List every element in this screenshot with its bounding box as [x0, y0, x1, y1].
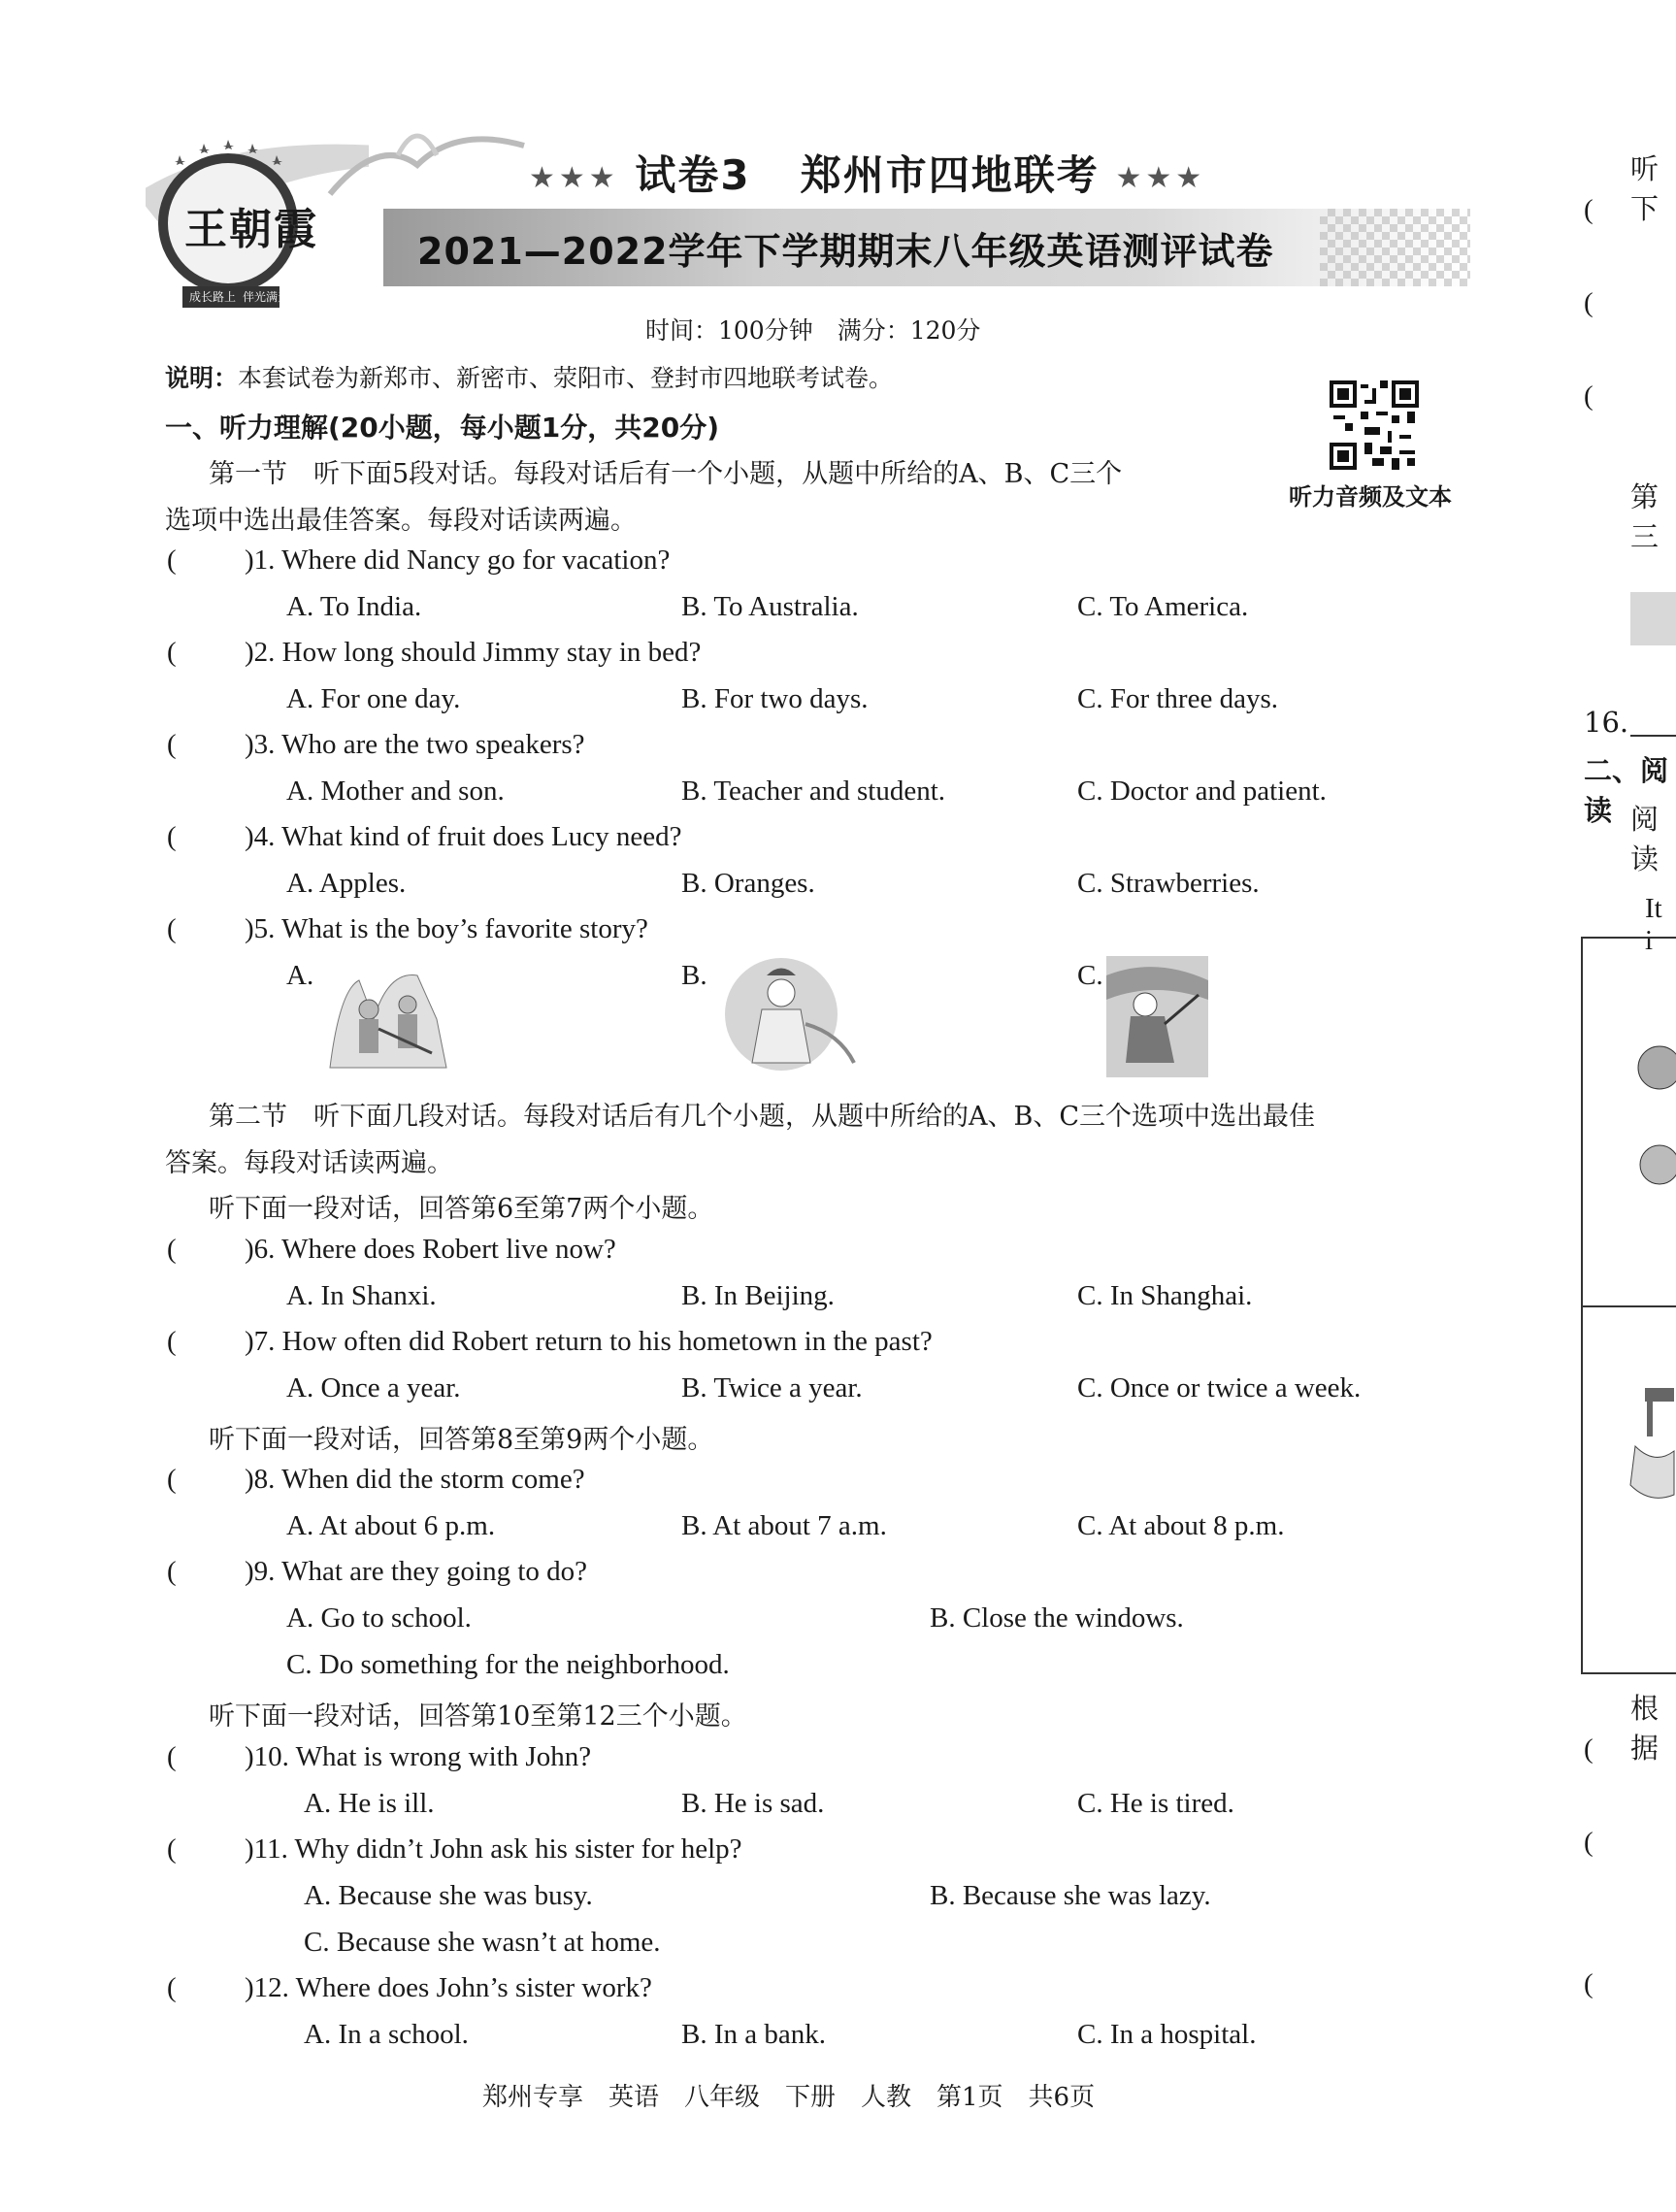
page-footer: 郑州专享 英语 八年级 下册 人教 第1页 共6页 — [482, 2083, 1096, 2112]
answer-blank[interactable]: ( — [167, 1556, 177, 1587]
option-b: B. Close the windows. — [930, 1602, 1184, 1634]
dialogue-intro-6-7: 听下面一段对话，回答第6至第7两个小题。 — [209, 1194, 714, 1224]
brand-tag-1: 成长路上 — [189, 290, 237, 304]
reading-picture-2 — [1616, 1378, 1676, 1528]
qr-caption: 听力音频及文本 — [1289, 483, 1452, 511]
right-strip-text-1: 听下 — [1630, 152, 1660, 225]
answer-blank[interactable]: ( — [1584, 380, 1594, 412]
story-picture-b[interactable] — [713, 956, 859, 1081]
section-heading: 一、听力理解(20小题，每小题1分，共20分) — [165, 412, 720, 444]
option-b: B. At about 7 a.m. — [681, 1510, 887, 1541]
option-c: C. He is tired. — [1077, 1788, 1234, 1819]
question-text: )9. What are they going to do? — [245, 1556, 587, 1587]
story-picture-a[interactable] — [320, 961, 456, 1081]
option-a: A. — [286, 960, 314, 991]
right-strip-text-6: It i — [1645, 893, 1662, 956]
question-text: )4. What kind of fruit does Lucy need? — [245, 821, 682, 852]
option-c: C. Strawberries. — [1077, 868, 1260, 899]
question-text: )2. How long should Jimmy stay in bed? — [245, 637, 702, 668]
option-c: C. In a hospital. — [1077, 2019, 1257, 2050]
option-b: B. He is sad. — [681, 1788, 825, 1819]
answer-blank[interactable]: ( — [167, 1972, 177, 2003]
part1-instruction-line1: 第一节 听下面5段对话。每段对话后有一个小题，从题中所给的A、B、C三个 — [209, 459, 1123, 489]
option-b: B. To Australia. — [681, 591, 859, 622]
option-b: B. For two days. — [681, 683, 869, 714]
option-b: B. Teacher and student. — [681, 776, 946, 807]
question-text: )5. What is the boy’s favorite story? — [245, 913, 648, 944]
answer-blank[interactable]: ( — [167, 1741, 177, 1772]
answer-blank[interactable]: ( — [167, 729, 177, 760]
answer-blank[interactable]: ( — [167, 1833, 177, 1865]
right-strip-text-5: 阅读 — [1630, 803, 1660, 875]
star-decoration-right: ★★★ — [1115, 161, 1206, 195]
frame-divider — [1581, 1305, 1676, 1307]
answer-blank[interactable]: ( — [167, 545, 177, 576]
exam-subtitle: 2021—2022学年下学期期末八年级英语测评试卷 — [417, 230, 1274, 273]
option-c: C. — [1077, 960, 1103, 991]
paper-title — [529, 144, 1205, 202]
question-text: )7. How often did Robert return to his hometown in the past? — [245, 1326, 933, 1357]
option-a: A. To India. — [286, 591, 422, 622]
exam-note — [165, 359, 893, 394]
option-b: B. In Beijing. — [681, 1280, 835, 1311]
answer-blank[interactable]: ( — [1584, 1968, 1594, 1999]
answer-blank[interactable]: ( — [167, 913, 177, 944]
ribbon-decoration — [320, 116, 534, 217]
answer-blank[interactable]: ( — [1584, 1733, 1594, 1765]
question-text: )6. Where does Robert live now? — [245, 1234, 616, 1265]
option-c: C. For three days. — [1077, 683, 1278, 714]
right-strip-text-4: 二、阅读 — [1584, 754, 1669, 827]
answer-blank[interactable]: ( — [167, 821, 177, 852]
reading-picture-1 — [1630, 1029, 1676, 1207]
option-c: C. To America. — [1077, 591, 1249, 622]
option-c: C. Do something for the neighborhood. — [286, 1649, 730, 1680]
right-strip-image — [1630, 592, 1676, 645]
answer-blank[interactable]: ( — [167, 1464, 177, 1495]
option-b: B. Because she was lazy. — [930, 1880, 1211, 1911]
option-b: B. Oranges. — [681, 868, 815, 899]
banner-pattern — [1320, 209, 1470, 286]
paper-label: 试卷3 — [635, 151, 751, 199]
question-text: )12. Where does John’s sister work? — [245, 1972, 652, 2003]
option-a: A. In Shanxi. — [286, 1280, 437, 1311]
option-c: C. Once or twice a week. — [1077, 1372, 1362, 1403]
part1-instruction-line2: 选项中选出最佳答案。每段对话读两遍。 — [165, 506, 637, 536]
option-a: A. Mother and son. — [286, 776, 505, 807]
dialogue-intro-8-9: 听下面一段对话，回答第8至第9两个小题。 — [209, 1425, 714, 1455]
option-b: B. In a bank. — [681, 2019, 826, 2050]
option-c: C. Because she wasn’t at home. — [304, 1927, 661, 1958]
option-c: C. At about 8 p.m. — [1077, 1510, 1285, 1541]
right-strip-text-3: 16. — [1584, 706, 1629, 739]
answer-blank[interactable]: ( — [1584, 194, 1594, 225]
question-text: )3. Who are the two speakers? — [245, 729, 585, 760]
answer-blank[interactable]: ( — [167, 1234, 177, 1265]
part2-instruction-line1: 第二节 听下面几段对话。每段对话后有几个小题，从题中所给的A、B、C三个选项中选出最佳 — [209, 1102, 1315, 1132]
time-info: 时间：100分钟 满分：120分 — [645, 316, 981, 345]
option-b: B. — [681, 960, 707, 991]
answer-blank[interactable]: ( — [167, 637, 177, 668]
part2-instruction-line2: 答案。每段对话读两遍。 — [165, 1148, 453, 1178]
region-title: 郑州市四地联考 — [800, 151, 1100, 199]
question-text: )8. When did the storm come? — [245, 1464, 585, 1495]
option-a: A. Once a year. — [286, 1372, 461, 1403]
option-a: A. In a school. — [304, 2019, 469, 2050]
note-text: 本套试卷为新郑市、新密市、荥阳市、登封市四地联考试卷。 — [238, 364, 894, 392]
option-a: A. Go to school. — [286, 1602, 472, 1634]
right-strip-text-7: 根据 — [1630, 1692, 1660, 1765]
brand-name: 王朝霞 — [184, 205, 318, 254]
option-a: A. He is ill. — [304, 1788, 435, 1819]
qr-code[interactable] — [1330, 380, 1419, 470]
option-a: A. At about 6 p.m. — [286, 1510, 496, 1541]
question-text: )11. Why didn’t John ask his sister for help? — [245, 1833, 742, 1865]
option-a: A. Apples. — [286, 868, 407, 899]
right-strip-text-2: 第三 — [1630, 480, 1660, 553]
dialogue-intro-10-12: 听下面一段对话，回答第10至第12三个小题。 — [209, 1701, 747, 1732]
option-a: A. Because she was busy. — [304, 1880, 593, 1911]
question-text: )10. What is wrong with John? — [245, 1741, 592, 1772]
option-a: A. For one day. — [286, 683, 461, 714]
option-c: C. Doctor and patient. — [1077, 776, 1327, 807]
answer-blank[interactable]: ( — [1584, 287, 1594, 318]
answer-underline[interactable] — [1630, 735, 1676, 737]
option-c: C. In Shanghai. — [1077, 1280, 1253, 1311]
story-picture-c[interactable] — [1106, 956, 1208, 1081]
note-label: 说明： — [165, 364, 239, 392]
brand-tag-2: 伴光满天 — [243, 290, 290, 304]
answer-blank[interactable]: ( — [1584, 1827, 1594, 1858]
option-b: B. Twice a year. — [681, 1372, 863, 1403]
star-decoration-left: ★★★ — [529, 161, 619, 195]
question-text: )1. Where did Nancy go for vacation? — [245, 545, 671, 576]
answer-blank[interactable]: ( — [167, 1326, 177, 1357]
